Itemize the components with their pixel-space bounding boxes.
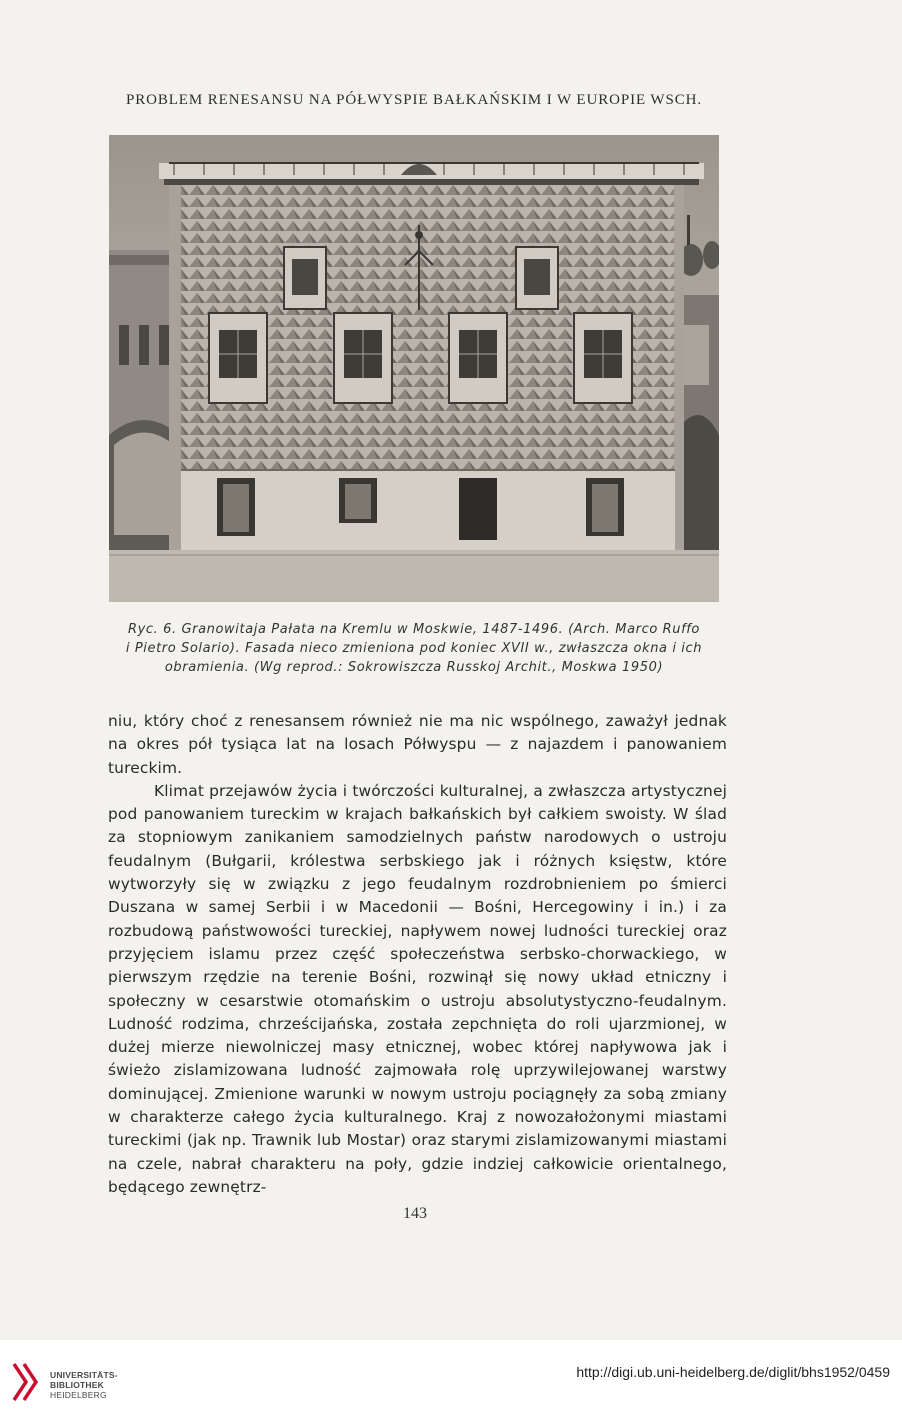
page-number: 143: [403, 1205, 427, 1222]
digitization-footer: [0, 1340, 902, 1418]
library-name: [50, 1370, 118, 1400]
building-photo-illustration: [109, 135, 719, 602]
permalink-url[interactable]: http://digi.ub.uni-heidelberg.de/diglit/bhs1952/0459: [576, 1364, 890, 1380]
running-head: PROBLEM RENESANSU NA PÓŁWYSPIE BAŁKAŃSKIM I W EUROPIE WSCH.: [125, 92, 703, 108]
ub-heidelberg-logo-icon: [12, 1362, 42, 1402]
caption-line: obramienia. (Wg reprod.: Sokrowiszcza Russkoj Archit., Moskwa 1950): [164, 660, 664, 675]
figure-photo-granowitaja-palata: [109, 135, 719, 602]
body-text: [108, 710, 727, 1199]
caption-line: Ryc. 6. Granowitaja Pałata na Kremlu w Moskwie, 1487-1496. (Arch. Marco Ruffo: [128, 622, 700, 637]
library-line: HEIDELBERG: [50, 1390, 107, 1400]
figure-caption: [100, 620, 728, 677]
library-line: BIBLIOTHEK: [50, 1380, 104, 1390]
library-line: UNIVERSITÄTS-: [50, 1370, 118, 1380]
paragraph: Klimat przejawów życia i twórczości kulturalnej, a zwłaszcza artystycznej pod panowaniem tureckim w krajach bałkańskich był całkiem swoisty. W ślad za stopniowym zanikaniem samodzielnych państw narodowych o ustroju feudalnym (Bułgarii, królestwa serbskiego jak i różnych księstw, które wytworzyły się w związku z jego feudalnym rozdrobnieniem po śmierci Duszana w samej Serbii i w Macedonii — Bośni, Hercegowiny i in.) i za rozbudową państwowości tureckiej, napływem nowej ludności tureckiej oraz przyjęciem islamu przez część społeczeństwa serbsko-chorwackiego, w pierwszym rzędzie na terenie Bośni, rozwinął się nowy układ etniczny i społeczny w cesarstwie otomańskim o ustroju absolutystyczno-feudalnym. Ludność rodzima, chrześcijańska, została zepchnięta do roli ujarzmionej, w dużej mierze niewolniczej masy etnicznej, wobec której napływowa jak i świeżo zislamizowana ludność zajmowała rolę uprzywilejowanej warstwy dominującej. Zmienione warunki w nowym ustroju pociągnęły za sobą zmiany w charakterze całego życia kulturalnego. Kraj z nowozałożonymi miastami tureckimi (jak np. Trawnik lub Mostar) oraz starymi zislamizowanymi miastami na czele, nabrał charakteru na poły, gdzie indziej całkowicie orientalnego, będącego zewnętrz-: [108, 781, 727, 1196]
paragraph: niu, który choć z renesansem również nie ma nic wspólnego, zaważył jednak na okres pół tysiąca lat na losach Półwyspu — z najazdem i panowaniem tureckim.: [108, 712, 727, 777]
caption-line: i Pietro Solario). Fasada nieco zmieniona pod koniec XVII w., zwłaszcza okna i ich: [125, 641, 703, 656]
